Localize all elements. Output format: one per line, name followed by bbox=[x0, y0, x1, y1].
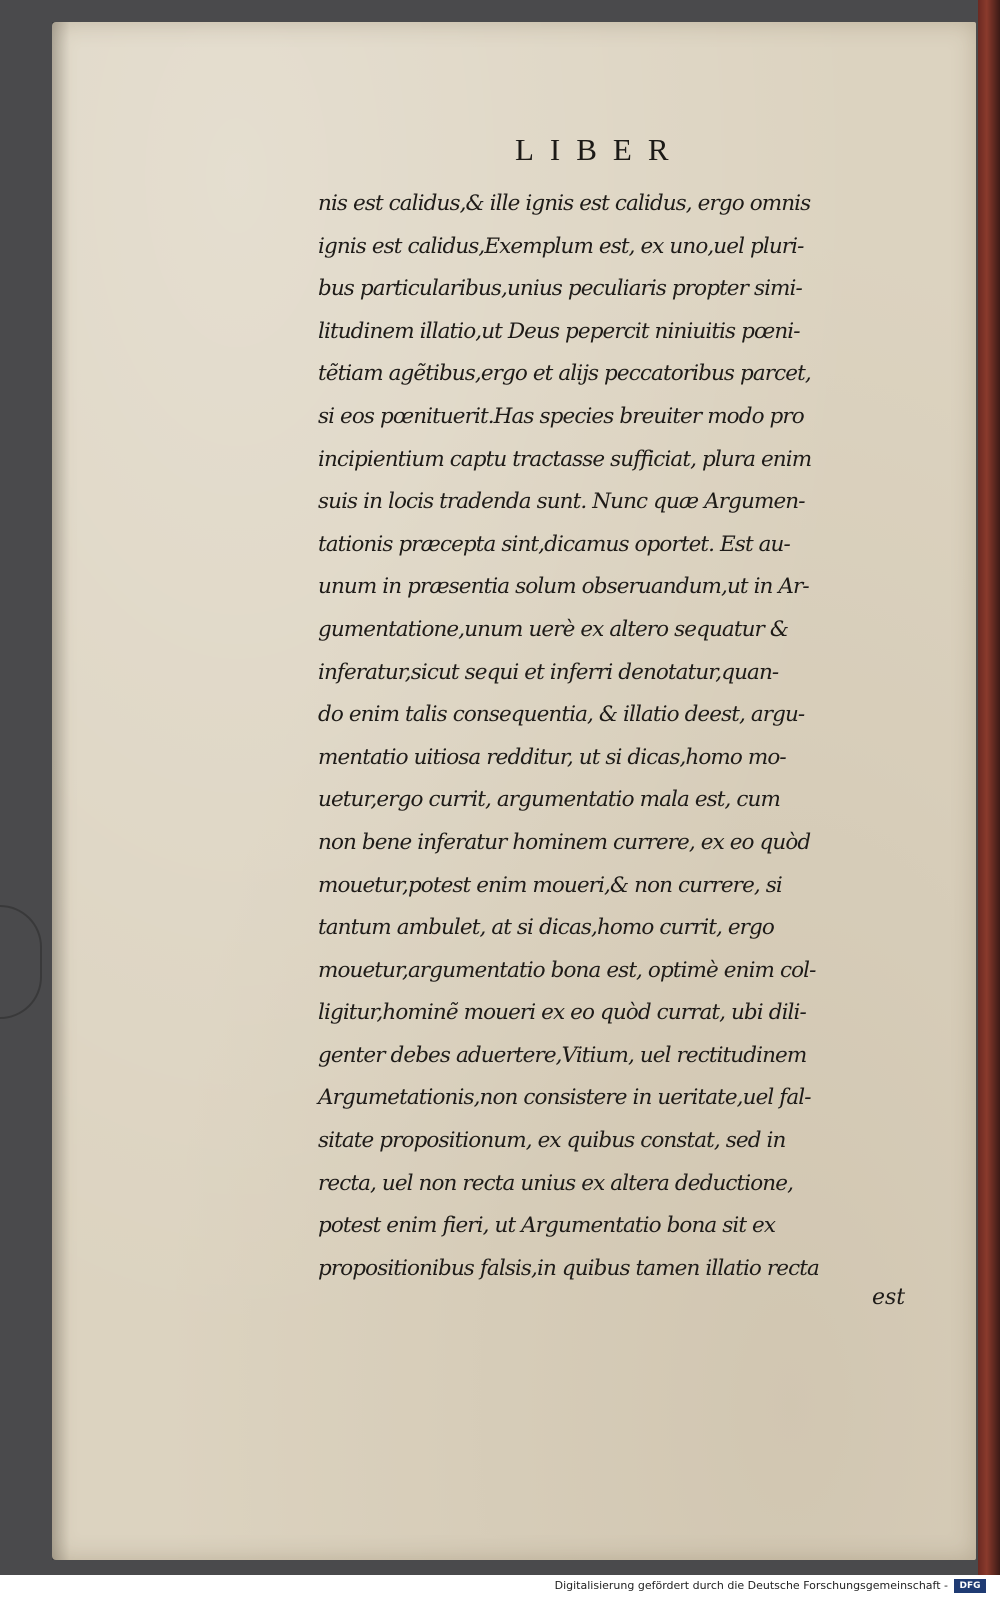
text-line: si eos pœnituerit.Has species breuiter modo pro bbox=[318, 403, 804, 429]
binding-clasp-mark bbox=[0, 905, 42, 1019]
text-line: inferatur,sicut sequi et inferri denotatur,quan- bbox=[318, 659, 779, 685]
digitization-footer bbox=[0, 1575, 1000, 1597]
text-line: bus particularibus,unius peculiaris propter simi- bbox=[318, 276, 802, 302]
text-line: tantum ambulet, at si dicas,homo currit, ergo bbox=[318, 915, 774, 941]
text-line: non bene inferatur hominem currere, ex eo quòd bbox=[318, 829, 811, 855]
text-line: ignis est calidus,Exemplum est, ex uno,uel pluri- bbox=[318, 233, 804, 259]
page-text-block bbox=[318, 183, 904, 1290]
running-head: LIBER bbox=[515, 132, 685, 167]
funding-credit-text: Digitalisierung gefördert durch die Deutsche Forschungsgemeinschaft - bbox=[554, 1579, 948, 1592]
book-cover-edge bbox=[978, 0, 1000, 1575]
text-line: recta, uel non recta unius ex altera deductione, bbox=[318, 1170, 794, 1196]
text-line: unum in præsentia solum obseruandum,ut in Ar- bbox=[318, 574, 809, 600]
text-line: tationis præcepta sint,dicamus oportet. Est au- bbox=[318, 531, 790, 557]
text-line: potest enim fieri, ut Argumentatio bona sit ex bbox=[318, 1213, 776, 1239]
page-gutter-shadow bbox=[52, 22, 70, 1560]
text-line: sitate propositionum, ex quibus constat, sed in bbox=[318, 1128, 786, 1154]
text-line: tẽtiam agẽtibus,ergo et alijs peccatoribus parcet, bbox=[318, 361, 811, 387]
text-line: uetur,ergo currit, argumentatio mala est, cum bbox=[318, 787, 780, 813]
text-line: mentatio uitiosa redditur, ut si dicas,homo mo- bbox=[318, 744, 786, 770]
catchword: est bbox=[872, 1285, 906, 1310]
text-line: mouetur,potest enim moueri,& non currere, si bbox=[318, 872, 782, 898]
text-line: mouetur,argumentatio bona est, optimè enim col- bbox=[318, 957, 816, 983]
text-line: litudinem illatio,ut Deus pepercit niniuitis pœni- bbox=[318, 318, 800, 344]
text-line: do enim talis consequentia, & illatio deest, argu- bbox=[318, 702, 805, 728]
text-line: Argumetationis,non consistere in ueritate,uel fal- bbox=[318, 1085, 811, 1111]
text-line: gumentatione,unum uerè ex altero sequatur & bbox=[318, 616, 789, 642]
text-line: incipientium captu tractasse sufficiat, plura enim bbox=[318, 446, 812, 472]
text-line: suis in locis tradenda sunt. Nunc quæ Argumen- bbox=[318, 489, 805, 515]
text-line: nis est calidus,& ille ignis est calidus, ergo omnis bbox=[318, 191, 811, 216]
text-line: ligitur,hominẽ moueri ex eo quòd currat, ubi dili- bbox=[318, 1000, 806, 1026]
text-line: genter debes aduertere,Vitium, uel rectitudinem bbox=[318, 1042, 807, 1068]
dfg-logo: DFG bbox=[954, 1579, 986, 1593]
text-line: propositionibus falsis,in quibus tamen illatio recta bbox=[318, 1255, 819, 1281]
